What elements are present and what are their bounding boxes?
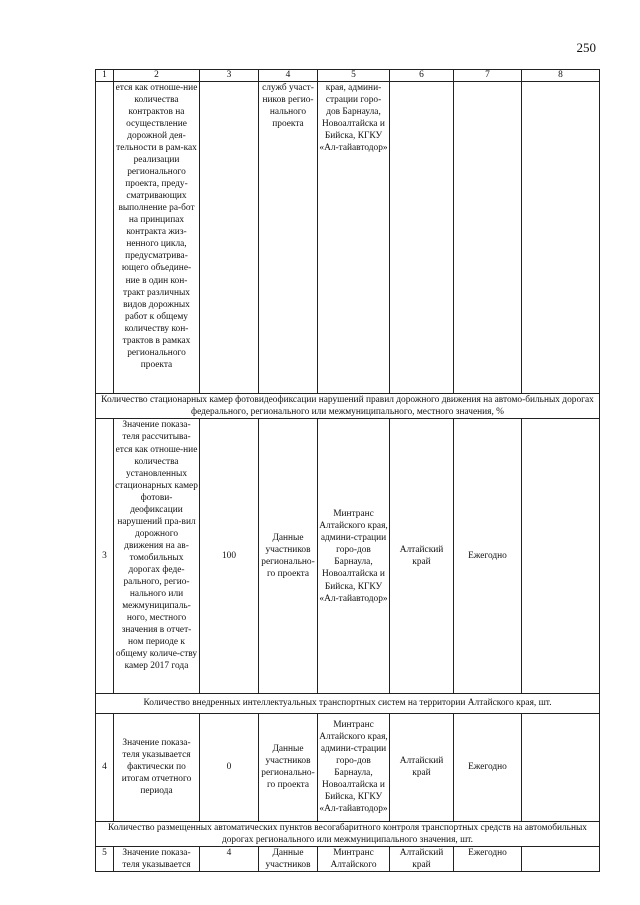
section-row [96,821,600,846]
table-row [96,847,600,872]
row-number-cell: 5 [96,847,114,872]
section-row [96,694,600,713]
data-source-cell: Данные участников регионально-го проекта [259,713,318,821]
column-number: 6 [390,70,454,82]
column-number: 7 [454,70,522,82]
territory-cell: Алтайский край [390,419,454,694]
column-number: 8 [522,70,600,82]
notes-cell [522,713,600,821]
table-row [96,419,600,694]
notes-cell [522,419,600,694]
column-number-row [96,70,600,82]
section-heading: Количество внедренных интеллектуальных транспортных систем на территории Алтайского края, шт. [96,694,600,713]
row-number-cell: 3 [96,419,114,694]
notes-cell [522,82,600,394]
responsible-cell: Минтранс Алтайского края, админи-страции горо-дов Барнаула, Новоалтайска и Бийска, КГКУ «Ал-тайавтодор» [318,419,390,694]
table-row [96,713,600,821]
base-value-cell [200,82,259,394]
frequency-cell: Ежегодно [454,419,522,694]
responsible-cell: Минтранс Алтайского края, админи-страции горо-дов Барнаула, Новоалтайска и Бийска, КГКУ «Ал-тайавтодор» [318,713,390,821]
data-source-cell: Данные участников [259,847,318,872]
row-number-cell [96,82,114,394]
column-number: 1 [96,70,114,82]
territory-cell [390,82,454,394]
frequency-cell [454,82,522,394]
indicators-table [95,69,600,872]
page-number: 250 [576,40,596,55]
calculation-method-cell: Значение показа-теля указывается фактически по итогам отчетного периода [114,713,200,821]
table-row [96,82,600,394]
column-number: 5 [318,70,390,82]
column-number: 4 [259,70,318,82]
territory-cell: Алтайский край [390,847,454,872]
responsible-cell: Минтранс Алтайского [318,847,390,872]
territory-cell: Алтайский край [390,713,454,821]
calculation-method-cell: Значение показа-теля указывается [114,847,200,872]
section-heading: Количество стационарных камер фотовидеофиксации нарушений правил дорожного движения на автомо-бильных дорогах федерального, регионального или межмуниципального, местного значения, % [96,394,600,419]
data-source-cell: Данные участников регионально-го проекта [259,419,318,694]
base-value-cell: 100 [200,419,259,694]
base-value-cell: 0 [200,713,259,821]
frequency-cell: Ежегодно [454,847,522,872]
section-heading: Количество размещенных автоматических пунктов весогабаритного контроля транспортных средств на автомобильных дорогах регионального или межмуниципального значения, шт. [96,821,600,846]
column-number: 2 [114,70,200,82]
section-row [96,394,600,419]
notes-cell [522,847,600,872]
frequency-cell: Ежегодно [454,713,522,821]
calculation-method-cell: Значение показа-теля рассчитыва-ется как отноше-ние количества установленных стационарных камер фотови-деофиксации нарушений пра-вил дорожного движения на ав-томобильных дорогах феде-рального, регио-нального или межмуниципаль-ного, местного значения в отчет-ном периоде к общему количе-ству камер 2017 года [114,419,200,694]
calculation-method-cell: ется как отноше-ние количества контрактов на осуществление дорожной дея-тельности в рам-ках реализации регионального проекта, преду-сматривающих выполнение ра-бот на принципах контракта жиз-ненного цикла, предусматрива-ющего объедине-ние в один кон-тракт различных видов дорожных работ к общему количеству кон-трактов в рамках регионального проекта [114,82,200,394]
row-number-cell: 4 [96,713,114,821]
column-number: 3 [200,70,259,82]
data-source-cell: служб участ-ников регио-нального проекта [259,82,318,394]
base-value-cell: 4 [200,847,259,872]
responsible-cell: края, админи-страции горо-дов Барнаула, Новоалтайска и Бийска, КГКУ «Ал-тайавтодор» [318,82,390,394]
